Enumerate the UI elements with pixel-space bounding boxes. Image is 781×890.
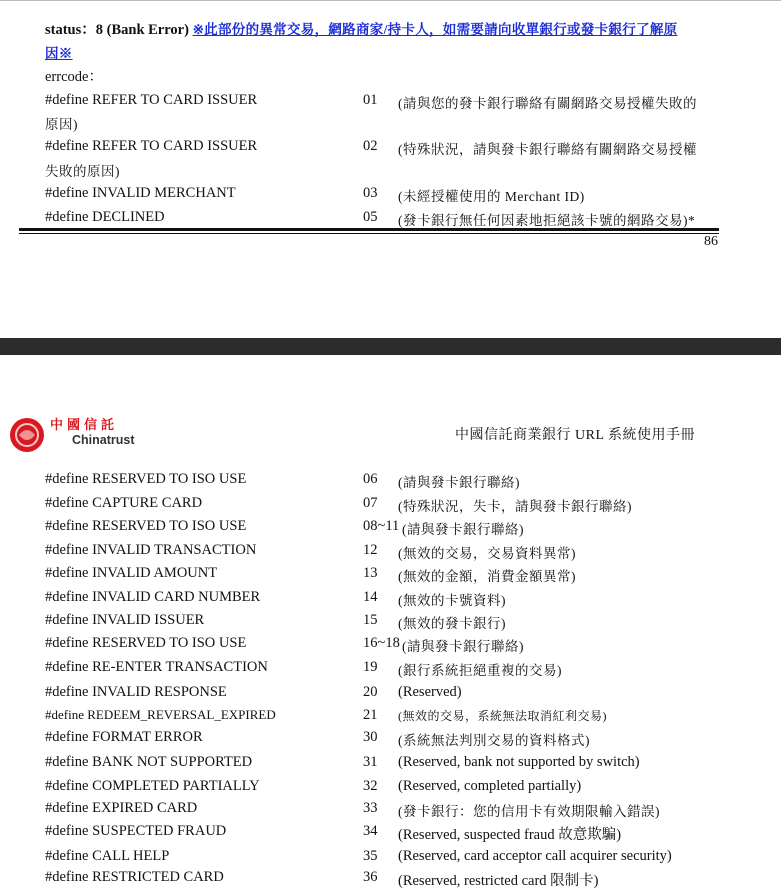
define-name: #define CALL HELP — [45, 848, 170, 864]
document-page-86 — [0, 0, 781, 339]
error-code: 21 — [363, 707, 378, 723]
errcode-row — [45, 707, 765, 727]
logo-chinese-name: 中國信託 — [50, 418, 119, 433]
error-code: 13 — [363, 565, 378, 581]
errcode-row — [45, 495, 765, 515]
chinatrust-logo-icon — [9, 417, 45, 453]
page-number: 86 — [704, 234, 718, 249]
error-code: 30 — [363, 729, 378, 745]
errcode-row — [45, 185, 765, 205]
error-code: 15 — [363, 612, 378, 628]
define-name: #define RESERVED TO ISO USE — [45, 471, 247, 487]
define-name: #define INVALID RESPONSE — [45, 684, 227, 700]
error-code: 35 — [363, 848, 378, 864]
header-title: 中國信託商業銀行 URL 系統使用手冊 — [455, 428, 695, 443]
define-name: #define REFER TO CARD ISSUER — [45, 138, 258, 154]
error-description: (Reserved, suspected fraud 故意欺騙) — [398, 827, 622, 843]
errcode-row — [45, 612, 765, 632]
define-name: #define RESERVED TO ISO USE — [45, 518, 247, 534]
errcode-row — [45, 635, 765, 655]
error-code: 34 — [363, 823, 378, 839]
error-description: (發卡銀行無任何因素地拒絕該卡號的網路交易)* — [398, 213, 696, 228]
error-description-cont: 失敗的原因) — [45, 164, 120, 179]
error-description: (無效的發卡銀行) — [398, 616, 506, 631]
error-code: 14 — [363, 589, 378, 605]
logo-english-name: Chinatrust — [72, 433, 135, 447]
error-code: 16~18 — [363, 635, 400, 651]
error-description: (請與發卡銀行聯絡) — [402, 639, 524, 654]
errcode-row — [45, 778, 765, 798]
define-name: #define REFER TO CARD ISSUER — [45, 92, 258, 108]
error-code: 06 — [363, 471, 378, 487]
define-name: #define DECLINED — [45, 209, 165, 225]
errcode-row — [45, 729, 765, 749]
error-description: (請與發卡銀行聯絡) — [402, 522, 524, 537]
errcode-row — [45, 518, 765, 538]
status-line — [45, 21, 677, 39]
errcode-row — [45, 754, 765, 774]
define-name: #define INVALID ISSUER — [45, 612, 205, 628]
status-note-link[interactable]: ※此部份的異常交易，網路商家/持卡人，如需要請向收單銀行或發卡銀行了解原 — [192, 22, 678, 37]
errcode-label: errcode： — [45, 69, 103, 85]
error-code: 05 — [363, 209, 378, 225]
error-description: (無效的卡號資料) — [398, 593, 506, 608]
define-name: #define REDEEM_REVERSAL_EXPIRED — [45, 707, 276, 722]
error-code: 31 — [363, 754, 378, 770]
define-name: #define SUSPECTED FRAUD — [45, 823, 227, 839]
define-name: #define EXPIRED CARD — [45, 800, 198, 816]
define-name: #define BANK NOT SUPPORTED — [45, 754, 253, 770]
define-name: #define CAPTURE CARD — [45, 495, 203, 511]
define-name: #define INVALID MERCHANT — [45, 185, 236, 201]
error-code: 36 — [363, 869, 378, 885]
error-description: (請與您的發卡銀行聯絡有關網路交易授權失敗的 — [398, 96, 697, 111]
errcode-row — [45, 589, 765, 609]
error-description: (銀行系統拒絕重複的交易) — [398, 663, 562, 678]
error-description: (發卡銀行：您的信用卡有效期限輸入錯誤) — [398, 804, 660, 819]
error-description: (特殊狀況，請與發卡銀行聯絡有關網路交易授權 — [398, 142, 697, 157]
errcode-row — [45, 209, 765, 229]
footer-rule-thin — [19, 233, 719, 234]
define-name: #define FORMAT ERROR — [45, 729, 203, 745]
status-note-link-cont[interactable]: 因※ — [45, 46, 73, 61]
error-code: 03 — [363, 185, 378, 201]
error-code: 08~11 — [363, 518, 400, 534]
define-name: #define RESTRICTED CARD — [45, 869, 224, 885]
error-description: (無效的金額，消費金額異常) — [398, 569, 576, 584]
errcode-row — [45, 92, 765, 112]
error-description: (系統無法判別交易的資料格式) — [398, 733, 590, 748]
error-code: 20 — [363, 684, 378, 700]
error-code: 01 — [363, 92, 378, 108]
error-code: 33 — [363, 800, 378, 816]
define-name: #define RESERVED TO ISO USE — [45, 635, 247, 651]
status-prefix: status：8 (Bank Error) — [45, 22, 193, 38]
errcode-row — [45, 471, 765, 491]
error-description: (Reserved, restricted card 限制卡) — [398, 873, 599, 889]
define-name: #define INVALID CARD NUMBER — [45, 589, 261, 605]
define-name: #define INVALID AMOUNT — [45, 565, 218, 581]
errcode-row — [45, 823, 765, 843]
error-description: (Reserved, card acceptor call acquirer security) — [398, 848, 672, 864]
status-line-cont — [45, 45, 73, 63]
error-description: (未經授權使用的 Merchant ID) — [398, 189, 585, 204]
error-code: 12 — [363, 542, 378, 558]
errcode-row — [45, 684, 765, 704]
error-description: (無效的交易，系統無法取消紅利交易) — [398, 709, 607, 723]
errcode-row — [45, 542, 765, 562]
errcode-row — [45, 659, 765, 679]
define-name: #define INVALID TRANSACTION — [45, 542, 257, 558]
footer-rule-thick — [19, 228, 719, 231]
error-description: (特殊狀況，失卡，請與發卡銀行聯絡) — [398, 499, 632, 514]
errcode-row — [45, 869, 765, 889]
error-description: (Reserved, completed partially) — [398, 778, 582, 794]
page-gap — [0, 338, 781, 355]
errcode-row — [45, 800, 765, 820]
error-code: 32 — [363, 778, 378, 794]
define-name: #define RE-ENTER TRANSACTION — [45, 659, 268, 675]
error-description: (無效的交易，交易資料異常) — [398, 546, 576, 561]
error-code: 19 — [363, 659, 378, 675]
errcode-row — [45, 138, 765, 158]
error-description: (Reserved, bank not supported by switch) — [398, 754, 640, 770]
define-name: #define COMPLETED PARTIALLY — [45, 778, 260, 794]
errcode-row — [45, 848, 765, 868]
error-description: (Reserved) — [398, 684, 462, 700]
error-code: 02 — [363, 138, 378, 154]
error-description: (請與發卡銀行聯絡) — [398, 475, 520, 490]
error-description-cont: 原因) — [45, 117, 78, 132]
error-code: 07 — [363, 495, 378, 511]
errcode-row — [45, 565, 765, 585]
